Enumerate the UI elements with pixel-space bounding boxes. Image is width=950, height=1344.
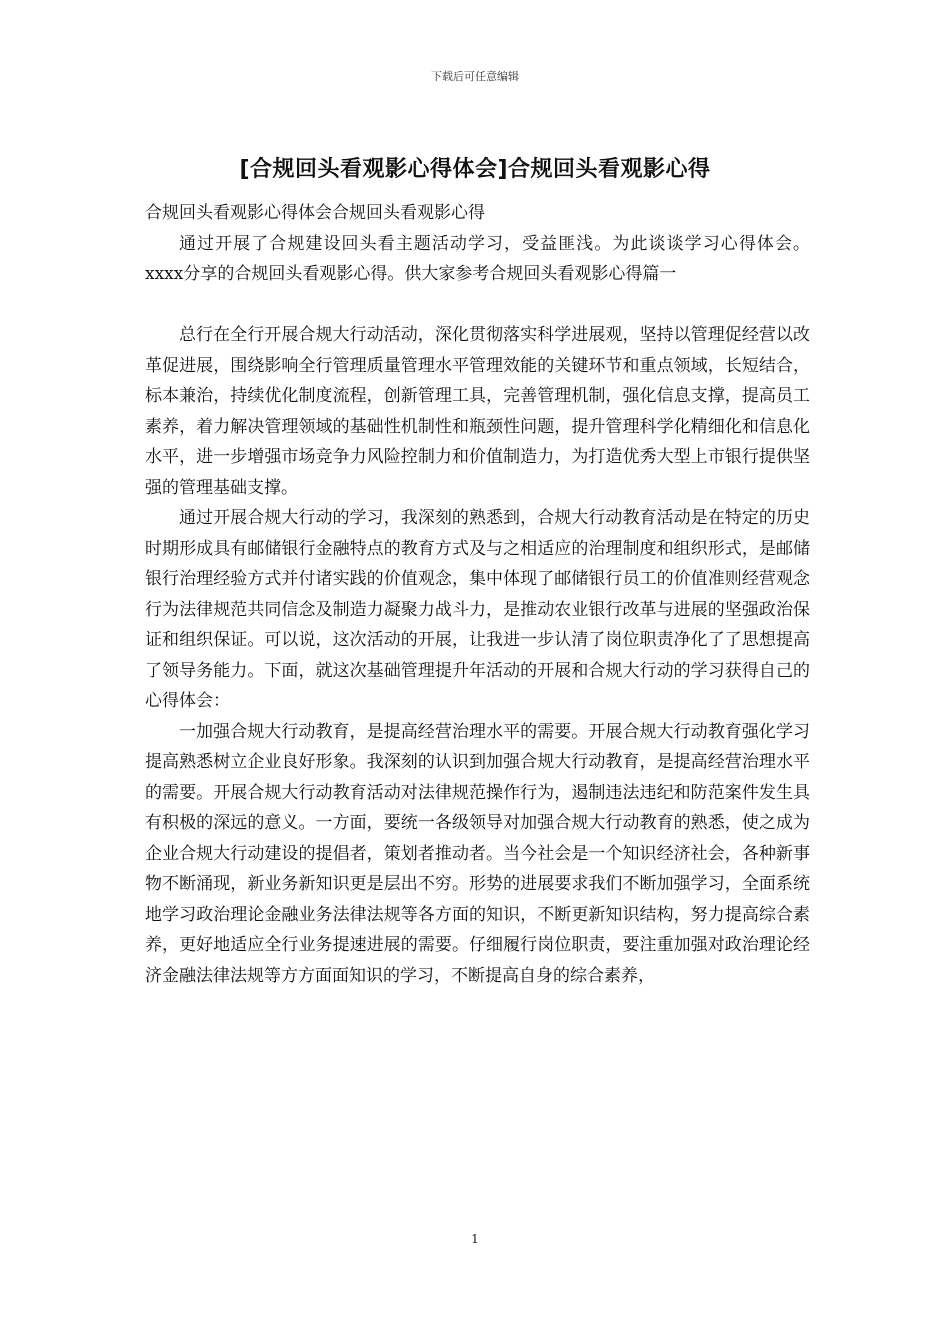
document-body: [145, 198, 810, 991]
document-title: [合规回头看观影心得体会]合规回头看观影心得: [239, 157, 711, 182]
page-number: 1: [471, 1232, 479, 1246]
paragraph-3: 一加强合规大行动教育，是提高经营治理水平的需要。开展合规大行动教育强化学习提高熟悉树立企业良好形象。我深刻的认识到加强合规大行动教育，是提高经营治理水平的需要。开展合规大行动教育活动对法律规范操作行为，遏制违法违纪和防范案件发生具有积极的深远的意义。一方面，要统一各级领导对加强合规大行动教育的熟悉，使之成为企业合规大行动建设的提倡者，策划者推动者。当今社会是一个知识经济社会，各种新事物不断涌现，新业务新知识更是层出不穷。形势的进展要求我们不断加强学习，全面系统地学习政治理论金融业务法律法规等各方面的知识，不断更新知识结构，努力提高综合素养，更好地适应全行业务提速进展的需要。仔细履行岗位职责，要注重加强对政治理论经济金融法律法规等方方面面知识的学习，不断提高自身的综合素养，: [145, 721, 810, 986]
page-header-note: 下载后可任意编辑: [431, 70, 519, 83]
paragraph-intro: 通过开展了合规建设回头看主题活动学习，受益匪浅。为此谈谈学习心得体会。xxxx分享的合规回头看观影心得。供大家参考合规回头看观影心得篇一: [145, 233, 810, 284]
paragraph-1: 总行在全行开展合规大行动活动，深化贯彻落实科学进展观，坚持以管理促经营以改革促进展，围绕影响全行管理质量管理水平管理效能的关键环节和重点领域，长短结合，标本兼治，持续优化制度流程，创新管理工具，完善管理机制，强化信息支撑，提高员工素养，着力解决管理领域的基础性机制性和瓶颈性问题，提升管理科学化精细化和信息化水平，进一步增强市场竞争力风险控制力和价值制造力，为打造优秀大型上市银行提供坚强的管理基础支撑。: [145, 325, 810, 498]
paragraph-2: 通过开展合规大行动的学习，我深刻的熟悉到，合规大行动教育活动是在特定的历史时期形成具有邮储银行金融特点的教育方式及与之相适应的治理制度和组织形式，是邮储银行治理经验方式并付诸实践的价值观念，集中体现了邮储银行员工的价值准则经营观念行为法律规范共同信念及制造力凝聚力战斗力，是推动农业银行改革与进展的坚强政治保证和组织保证。可以说，这次活动的开展，让我进一步认清了岗位职责净化了了思想提高了领导务能力。下面，就这次基础管理提升年活动的开展和合规大行动的学习获得自己的心得体会：: [145, 508, 810, 711]
document-subtitle: 合规回头看观影心得体会合规回头看观影心得: [145, 203, 485, 223]
